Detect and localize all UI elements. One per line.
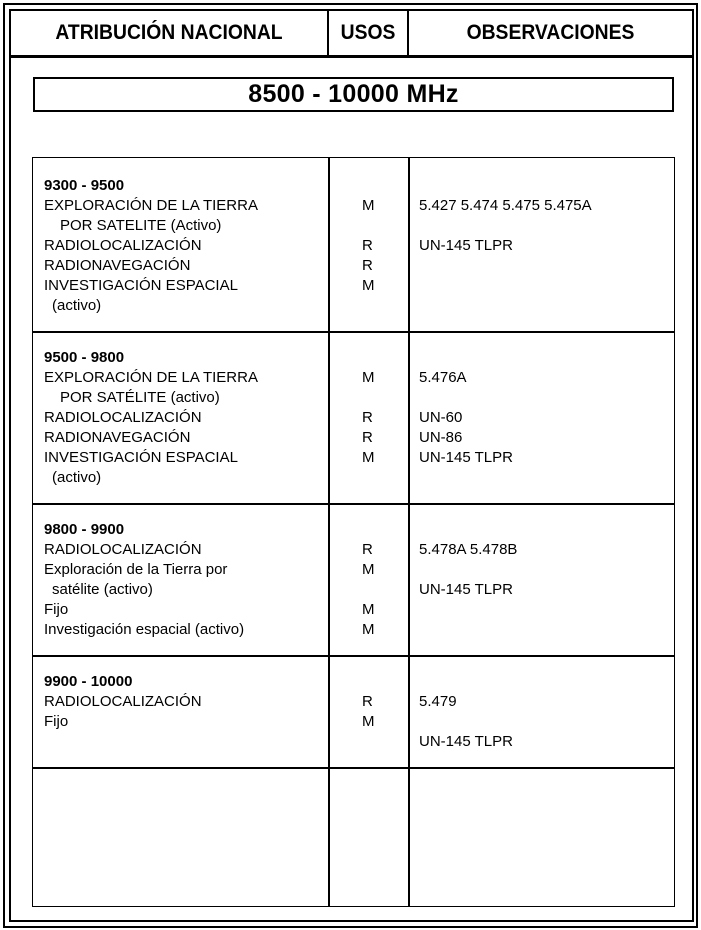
allocation-table bbox=[32, 157, 675, 907]
allocation-service: POR SATELITE (Activo) bbox=[60, 217, 222, 234]
usage-code: M bbox=[362, 601, 375, 618]
observation-note: UN-145 TLPR bbox=[419, 237, 513, 254]
allocation-service: EXPLORACIÓN DE LA TIERRA bbox=[44, 369, 258, 386]
allocation-service: RADIOLOCALIZACIÓN bbox=[44, 237, 202, 254]
frequency-range: 9500 - 9800 bbox=[44, 349, 125, 366]
observation-note: UN-60 bbox=[419, 409, 463, 426]
allocation-service: Exploración de la Tierra por bbox=[44, 561, 228, 578]
observation-note: 5.427 5.474 5.475 5.475A bbox=[419, 197, 592, 214]
usage-code: M bbox=[362, 561, 375, 578]
observation-note: 5.479 bbox=[419, 693, 457, 710]
usage-code: M bbox=[362, 621, 375, 638]
observation-note: 5.476A bbox=[419, 369, 467, 386]
allocation-service: Fijo bbox=[44, 601, 69, 618]
usage-code: R bbox=[362, 257, 373, 274]
row-divider bbox=[33, 503, 674, 505]
column-divider bbox=[408, 158, 410, 906]
usage-code: R bbox=[362, 693, 373, 710]
allocation-service: POR SATÉLITE (activo) bbox=[60, 389, 220, 406]
row-divider bbox=[33, 655, 674, 657]
allocation-service: Fijo bbox=[44, 713, 69, 730]
header-observaciones: OBSERVACIONES bbox=[466, 21, 635, 44]
frequency-range: 9800 - 9900 bbox=[44, 521, 125, 538]
allocation-service: INVESTIGACIÓN ESPACIAL bbox=[44, 449, 238, 466]
allocation-service: RADIONAVEGACIÓN bbox=[44, 257, 191, 274]
row-divider bbox=[33, 767, 674, 769]
allocation-service: RADIOLOCALIZACIÓN bbox=[44, 409, 202, 426]
allocation-service: RADIOLOCALIZACIÓN bbox=[44, 541, 202, 558]
column-divider bbox=[328, 158, 330, 906]
usage-code: R bbox=[362, 429, 373, 446]
observation-note: UN-145 TLPR bbox=[419, 581, 513, 598]
header-separator bbox=[327, 11, 329, 55]
frequency-range: 9300 - 9500 bbox=[44, 177, 125, 194]
observation-note: UN-145 TLPR bbox=[419, 733, 513, 750]
usage-code: M bbox=[362, 713, 375, 730]
allocation-service: Investigación espacial (activo) bbox=[44, 621, 245, 638]
usage-code: R bbox=[362, 409, 373, 426]
usage-code: R bbox=[362, 541, 373, 558]
usage-code: M bbox=[362, 277, 375, 294]
usage-code: R bbox=[362, 237, 373, 254]
allocation-service: RADIONAVEGACIÓN bbox=[44, 429, 191, 446]
usage-code: M bbox=[362, 449, 375, 466]
frequency-band-title: 8500 - 10000 MHz bbox=[33, 77, 674, 112]
allocation-service: (activo) bbox=[52, 469, 102, 486]
table-header bbox=[11, 11, 692, 58]
allocation-service: INVESTIGACIÓN ESPACIAL bbox=[44, 277, 238, 294]
observation-note: 5.478A 5.478B bbox=[419, 541, 518, 558]
allocation-service: RADIOLOCALIZACIÓN bbox=[44, 693, 202, 710]
usage-code: M bbox=[362, 369, 375, 386]
allocation-service: (activo) bbox=[52, 297, 102, 314]
observation-note: UN-145 TLPR bbox=[419, 449, 513, 466]
observation-note: UN-86 bbox=[419, 429, 463, 446]
usage-code: M bbox=[362, 197, 375, 214]
header-separator bbox=[407, 11, 409, 55]
allocation-service: EXPLORACIÓN DE LA TIERRA bbox=[44, 197, 258, 214]
header-usos: USOS bbox=[340, 21, 396, 44]
header-atribucion: ATRIBUCIÓN NACIONAL bbox=[55, 21, 283, 44]
row-divider bbox=[33, 331, 674, 333]
allocation-service: satélite (activo) bbox=[52, 581, 153, 598]
frequency-range: 9900 - 10000 bbox=[44, 673, 133, 690]
